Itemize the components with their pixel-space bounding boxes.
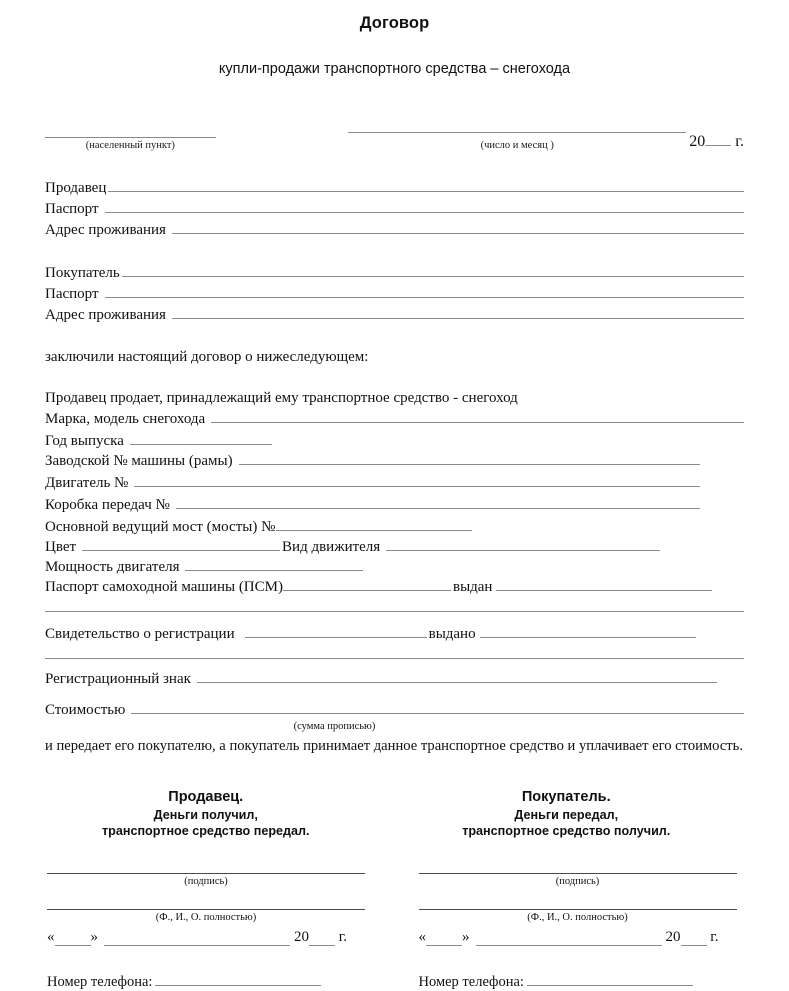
frame-number-input[interactable] [239,450,700,465]
make-model-row [45,408,744,430]
transfer-clause: и передает его покупателю, а покупатель принимает данное транспортное средство и уплачивает его стоимость. [45,738,743,754]
buyer-phone-input[interactable] [527,971,693,986]
engine-power-input[interactable] [185,556,363,571]
seller-fullname-line[interactable] [47,909,365,910]
buyer-address-label: Адрес проживания [45,307,166,323]
seller-money-line: Деньги получил, [153,808,258,822]
seller-signature-line[interactable] [47,873,365,874]
buyer-year-prefix: 20 [665,929,681,945]
seller-year-suffix: г. [338,929,347,945]
seller-year-input[interactable] [309,945,335,946]
buyer-signature-title: Покупатель. [521,789,611,805]
make-model-input[interactable] [211,408,744,423]
seller-year-prefix: 20 [294,929,309,945]
seller-address-row [45,219,744,240]
engine-number-input[interactable] [134,472,700,487]
registration-label: Свидетельство о регистрации [45,626,235,642]
gearbox-number-row [45,494,744,516]
seller-name-row [45,177,744,198]
seller-passport-input[interactable] [105,198,744,213]
seller-quote-close: » [90,929,98,945]
buyer-passport-label: Паспорт [45,286,99,302]
seller-name-input[interactable] [108,177,744,192]
place-caption: (населенный пункт) [85,140,175,151]
buyer-year-suffix: г. [710,929,719,945]
frame-number-row [45,450,744,472]
seller-address-input[interactable] [172,219,744,234]
registration-row [45,623,744,643]
intro-sentence: заключили настоящий договор о нижеследующем: [45,349,369,365]
date-caption: (число и месяц ) [480,140,554,151]
registration-input[interactable] [245,623,427,638]
registration-issued-label: выдано [428,626,476,642]
engine-power-label: Мощность двигателя [45,559,180,575]
document-title: Договор [359,14,430,32]
buyer-passport-input[interactable] [105,283,744,298]
buyer-signature-subtitle [417,807,745,839]
buyer-money-line: Деньги передал, [514,808,619,822]
psm-label: Паспорт самоходной машины (ПСМ) [45,579,283,595]
document-page [0,14,789,990]
seller-phone-input[interactable] [155,971,321,986]
spec-lead-sentence: Продавец продает, принадлежащий ему транспортное средство - снегоход [45,390,518,406]
registration-continuation-rule[interactable] [45,658,744,659]
buyer-party-block [45,262,744,325]
seller-quote-open: « [47,929,55,945]
seller-phone-row [47,971,395,991]
seller-name-label: Продавец [45,180,107,196]
year-input[interactable] [130,430,272,445]
color-input[interactable] [82,536,280,551]
psm-row [45,576,744,596]
plate-row [45,668,744,688]
seller-fullname-caption: (Ф., И., О. полностью) [155,912,257,923]
place-field[interactable] [45,137,216,151]
buyer-fullname-caption: (Ф., И., О. полностью) [527,912,628,923]
year-group [686,133,744,151]
seller-vehicle-line: транспортное средство передал. [101,824,310,838]
buyer-name-input[interactable] [122,262,744,277]
seller-signature-subtitle [45,807,395,839]
buyer-quote-open: « [418,929,426,945]
year-suffix: г. [735,133,744,150]
buyer-signature-block [395,789,745,991]
axle-input[interactable] [276,516,472,531]
cost-caption: (сумма прописью) [293,721,376,732]
cost-label: Стоимостью [45,702,126,718]
date-rule[interactable] [348,132,686,133]
color-label: Цвет [45,539,77,555]
psm-issued-label: выдан [452,579,493,595]
make-model-label: Марка, модель снегохода [45,411,206,427]
seller-passport-row [45,198,744,219]
registration-issued-input[interactable] [480,623,696,638]
psm-issued-input[interactable] [496,576,712,591]
engine-power-row [45,556,744,576]
document-subtitle: купли-продажи транспортного средства – снегохода [218,61,571,77]
buyer-year-input[interactable] [681,945,707,946]
buyer-passport-row [45,283,744,304]
color-propulsion-row [45,536,744,556]
seller-address-label: Адрес проживания [45,222,166,238]
axle-row [45,516,744,536]
year-blank[interactable] [705,145,731,146]
buyer-name-label: Покупатель [45,265,120,281]
propulsion-input[interactable] [386,536,660,551]
buyer-month-input[interactable] [476,931,662,946]
plate-label: Регистрационный знак [45,671,191,687]
date-field[interactable] [348,121,744,151]
axle-label: Основной ведущий мост (мосты) № [45,519,276,535]
gearbox-number-input[interactable] [176,494,700,509]
year-prefix: 20 [689,133,706,150]
plate-input[interactable] [197,668,717,683]
engine-number-row [45,472,744,494]
psm-continuation-rule[interactable] [45,611,744,612]
frame-number-label: Заводской № машины (рамы) [45,453,233,469]
buyer-day-input[interactable] [426,945,462,946]
buyer-name-row [45,262,744,283]
gearbox-number-label: Коробка передач № [45,497,170,513]
psm-input[interactable] [283,576,451,591]
buyer-vehicle-line: транспортное средство получил. [462,824,671,838]
seller-signature-title: Продавец. [168,789,244,805]
cost-input[interactable] [131,699,744,714]
vehicle-spec-block [45,390,744,688]
buyer-quote-close: » [462,929,470,945]
seller-passport-label: Паспорт [45,201,99,217]
seller-signature-block [45,789,395,991]
propulsion-label: Вид движителя [282,539,381,555]
seller-phone-label: Номер телефона: [47,974,153,990]
buyer-address-row [45,304,744,325]
engine-number-label: Двигатель № [45,475,129,491]
buyer-date-row [419,929,745,946]
place-and-date-row [45,121,744,151]
seller-party-block [45,177,744,240]
buyer-fullname-line[interactable] [419,909,737,910]
signature-section [45,789,744,991]
seller-date-row [47,929,395,946]
seller-month-input[interactable] [104,931,290,946]
cost-row [45,699,744,720]
buyer-phone-label: Номер телефона: [418,974,524,990]
seller-signature-caption: (подпись) [184,876,228,887]
seller-day-input[interactable] [55,945,91,946]
cost-block [45,699,744,755]
year-label: Год выпуска [45,433,124,449]
buyer-signature-caption: (подпись) [555,876,600,887]
year-row [45,430,744,450]
buyer-phone-row [419,971,745,991]
buyer-address-input[interactable] [172,304,744,319]
buyer-signature-line[interactable] [419,873,737,874]
place-rule[interactable] [45,137,216,138]
